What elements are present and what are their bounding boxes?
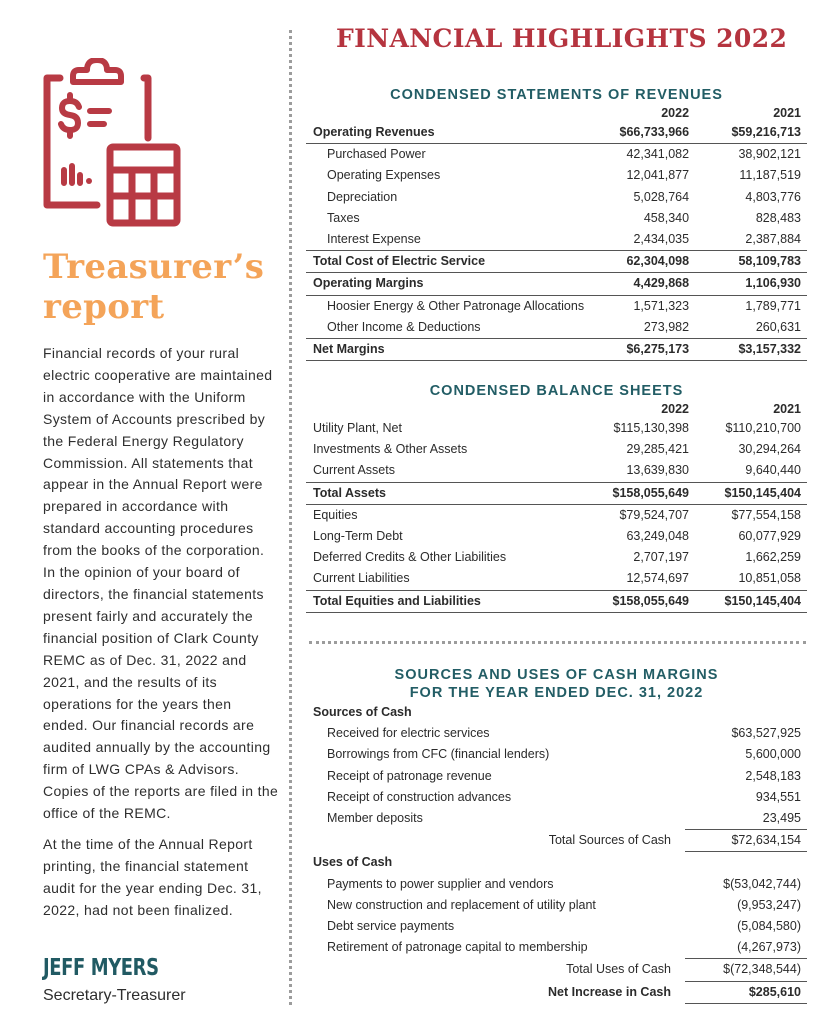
row-label: Received for electric services	[327, 726, 490, 741]
row-label: Receipt of patronage revenue	[327, 768, 492, 783]
table-row	[306, 273, 807, 295]
row-label: Current Assets	[313, 463, 395, 478]
revenues-title: CONDENSED STATEMENTS OF REVENUES	[390, 87, 723, 103]
report-heading	[43, 247, 264, 327]
value-2022: 2,434,035	[633, 232, 690, 247]
intro-text	[43, 343, 279, 931]
value-2022: 12,041,877	[626, 168, 690, 183]
value-2021: 58,109,783	[689, 251, 807, 273]
signer-title: Secretary-Treasurer	[43, 987, 186, 1004]
table-row	[306, 590, 807, 612]
value-2022: $115,130,398	[613, 421, 689, 435]
table-row	[306, 723, 807, 744]
row-value: (9,953,247)	[737, 897, 801, 912]
sources-heading-row	[306, 702, 807, 723]
table-row	[306, 439, 807, 460]
uses-heading-row	[306, 852, 807, 874]
row-label: Operating Revenues	[313, 125, 435, 139]
cash-margins-title	[306, 666, 807, 702]
value-2022: 42,341,082	[584, 144, 689, 166]
column-header-2021: 2021	[773, 106, 801, 120]
table-row	[306, 895, 807, 916]
value-2021: 4,803,776	[745, 189, 801, 204]
table-row	[306, 339, 807, 361]
value-2021: 1,106,930	[689, 273, 807, 295]
value-2022: 4,429,868	[584, 273, 689, 295]
table-row	[306, 568, 807, 590]
row-label: Current Liabilities	[313, 571, 410, 586]
table-row	[306, 482, 807, 504]
column-header-2021: 2021	[773, 402, 801, 416]
table-row	[306, 187, 807, 208]
table-row	[306, 295, 807, 317]
cash-margins-table	[306, 702, 807, 1004]
column-header-2022: 2022	[661, 106, 690, 120]
row-label: Depreciation	[327, 189, 398, 204]
value-2021: 260,631	[755, 319, 801, 334]
table-row	[306, 418, 807, 439]
value-2021: $150,145,404	[689, 482, 807, 504]
revenues-table	[306, 104, 807, 361]
value-2022: 2,707,197	[633, 550, 689, 565]
row-value: (5,084,580)	[737, 919, 801, 934]
net-increase-value: $285,610	[685, 981, 807, 1003]
value-2022: 62,304,098	[584, 251, 689, 273]
row-value: $(53,042,744)	[723, 876, 801, 891]
table-row	[306, 208, 807, 229]
table-row	[306, 808, 807, 830]
value-2021: 1,789,771	[689, 295, 807, 317]
row-label: Other Income & Deductions	[327, 319, 481, 334]
value-2021: $59,216,713	[731, 125, 801, 139]
value-2021: 2,387,884	[745, 232, 801, 247]
value-2021: 10,851,058	[738, 571, 801, 586]
table-row	[306, 937, 807, 959]
balance-sheet-title: CONDENSED BALANCE SHEETS	[429, 383, 684, 399]
cash-title-line1: SOURCES AND USES OF CASH MARGINS	[394, 667, 719, 683]
audit-note-paragraph: At the time of the Annual Report printing, the financial statement audit for the year ending Dec. 31, 2022, had not been finalized.	[43, 835, 262, 918]
balance-sheet-section	[306, 382, 807, 613]
value-2021: 60,077,929	[738, 529, 801, 544]
table-row	[306, 229, 807, 251]
vertical-dotted-divider	[289, 30, 292, 1005]
row-label: Member deposits	[327, 811, 423, 826]
value-2021: $110,210,700	[725, 421, 801, 435]
value-2021: 38,902,121	[689, 144, 807, 166]
row-label: Total Cost of Electric Service	[306, 251, 584, 273]
report-heading-line2: report	[43, 287, 165, 327]
table-row	[306, 787, 807, 808]
net-increase-label: Net Increase in Cash	[548, 984, 671, 999]
cash-margins-section	[306, 666, 807, 1004]
table-row	[306, 144, 807, 166]
value-2022: 63,249,048	[626, 529, 689, 544]
value-2021: $3,157,332	[689, 339, 807, 361]
row-label: Purchased Power	[306, 144, 584, 166]
table-row	[306, 547, 807, 568]
cash-title-line2: FOR THE YEAR ENDED DEC. 31, 2022	[409, 685, 704, 701]
row-value: 5,600,000	[745, 747, 801, 762]
row-label: Long-Term Debt	[313, 529, 403, 544]
table-row	[306, 874, 807, 895]
row-label: Interest Expense	[327, 232, 421, 247]
total-sources-label: Total Sources of Cash	[548, 833, 671, 848]
row-label: Total Equities and Liabilities	[306, 590, 584, 612]
value-2022: 12,574,697	[626, 571, 689, 586]
balance-sheet-table	[306, 400, 807, 613]
total-uses-row	[306, 959, 807, 981]
value-2022: $79,524,707	[584, 504, 689, 526]
value-2022: 29,285,421	[626, 442, 689, 457]
table-row	[306, 916, 807, 937]
signer-name: JEFF MYERS	[43, 955, 159, 981]
row-label: Utility Plant, Net	[313, 421, 402, 435]
row-label: Receipt of construction advances	[327, 789, 512, 804]
total-uses-value: $(72,348,544)	[685, 959, 807, 981]
row-label: Operating Margins	[306, 273, 584, 295]
row-label: Operating Expenses	[327, 168, 441, 183]
value-2022: 458,340	[643, 210, 690, 225]
row-label: Borrowings from CFC (financial lenders)	[327, 747, 550, 762]
horizontal-dotted-divider	[309, 641, 806, 644]
row-label: Retirement of patronage capital to membership	[327, 940, 588, 955]
row-label: Deferred Credits & Other Liabilities	[313, 550, 507, 565]
table-row	[306, 744, 807, 765]
net-increase-row	[306, 981, 807, 1003]
value-2022: $158,055,649	[584, 482, 689, 504]
report-heading-line1: Treasurer’s	[43, 247, 265, 287]
value-2021: 9,640,440	[745, 463, 801, 478]
row-label: Payments to power supplier and vendors	[327, 876, 554, 891]
total-uses-label: Total Uses of Cash	[566, 962, 671, 977]
table-header-row	[306, 104, 807, 122]
row-label: Investments & Other Assets	[313, 442, 468, 457]
row-label: Debt service payments	[327, 919, 455, 934]
column-header-2022: 2022	[661, 402, 689, 416]
row-value: (4,267,973)	[737, 940, 801, 955]
row-value: 23,495	[762, 811, 801, 826]
table-row	[306, 122, 807, 144]
value-2021: 828,483	[755, 210, 801, 225]
revenues-section	[306, 86, 807, 361]
table-header-row	[306, 400, 807, 418]
table-row	[306, 165, 807, 186]
row-value: 934,551	[755, 789, 801, 804]
clipboard-calculator-icon	[43, 58, 183, 230]
table-row	[306, 317, 807, 339]
value-2021: 11,187,519	[739, 168, 801, 183]
row-label: Equities	[306, 504, 584, 526]
value-2022: 273,982	[643, 319, 690, 334]
row-value: $63,527,925	[731, 726, 801, 741]
row-label: New construction and replacement of utility plant	[327, 897, 596, 912]
value-2021: $77,554,158	[689, 504, 807, 526]
value-2022: 13,639,830	[626, 463, 689, 478]
value-2021: 1,662,259	[745, 550, 801, 565]
table-row	[306, 526, 807, 547]
row-label: Net Margins	[306, 339, 584, 361]
row-value: 2,548,183	[745, 768, 801, 783]
uses-of-cash-label: Uses of Cash	[313, 855, 393, 870]
row-label: Hoosier Energy & Other Patronage Allocations	[306, 295, 584, 317]
value-2022: 1,571,323	[584, 295, 689, 317]
row-label: Taxes	[327, 210, 360, 225]
row-label: Total Assets	[306, 482, 584, 504]
value-2022: $158,055,649	[584, 590, 689, 612]
value-2021: 30,294,264	[738, 442, 801, 457]
sources-of-cash-label: Sources of Cash	[313, 705, 412, 719]
value-2022: $6,275,173	[584, 339, 689, 361]
total-sources-value: $72,634,154	[685, 830, 807, 852]
table-row	[306, 504, 807, 526]
table-row	[306, 766, 807, 787]
page-title: FINANCIAL HIGHLIGHTS 2022	[336, 24, 788, 53]
value-2022: 5,028,764	[633, 189, 690, 204]
total-sources-row	[306, 830, 807, 852]
value-2021: $150,145,404	[689, 590, 807, 612]
table-row	[306, 251, 807, 273]
intro-paragraph: Financial records of your rural electric cooperative are maintained in accordance with the Uniform System of Accounts prescribed by the Federal Energy Regulatory Commission. All statements that appear in the Annual Report were prepared in accordance with standard accounting procedures from the books of the corporation. In the opinion of your board of directors, the financial statements present fairly and accurately the financial position of Clark County REMC as of Dec. 31, 2022 and 2021, and the results of its operations for the years then ended. Our financial records are audited annually by the accounting firm of LWG CPAs & Advisors. Copies of the reports are filed in the office of the REMC.	[43, 345, 279, 822]
value-2022: $66,733,966	[619, 125, 690, 139]
table-row	[306, 460, 807, 482]
